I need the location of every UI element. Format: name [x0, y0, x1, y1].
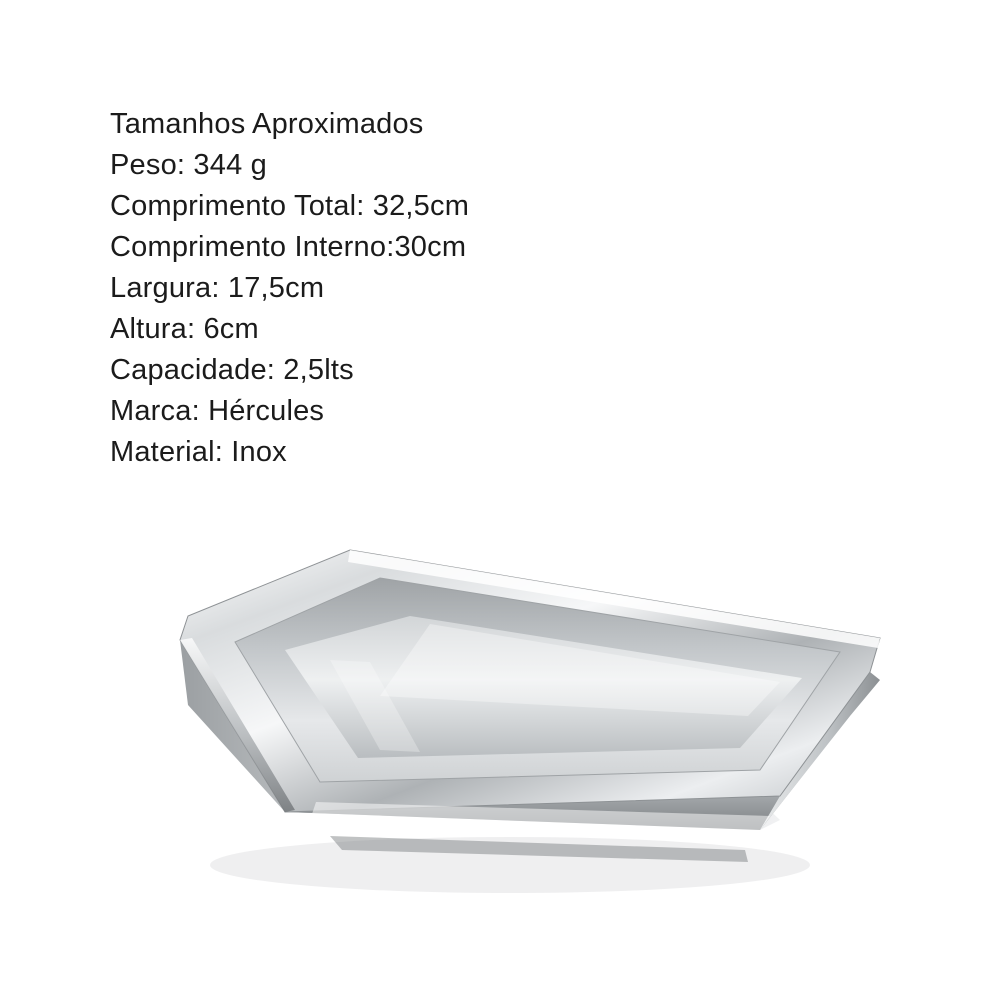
- spec-comprimento-total: Comprimento Total: 32,5cm: [110, 190, 470, 222]
- spec-capacidade: Capacidade: 2,5lts: [110, 354, 354, 386]
- specifications-block: [110, 104, 750, 473]
- spec-material: Material: Inox: [110, 436, 287, 468]
- spec-peso: Peso: 344 g: [110, 149, 267, 181]
- spec-largura: Largura: 17,5cm: [110, 272, 325, 304]
- stainless-steel-pan-illustration: [80, 520, 930, 940]
- product-photo: [80, 520, 930, 940]
- spec-comprimento-interno: Comprimento Interno:30cm: [110, 231, 467, 263]
- spec-marca: Marca: Hércules: [110, 395, 325, 427]
- spec-altura: Altura: 6cm: [110, 313, 259, 345]
- spec-title: Tamanhos Aproximados: [110, 108, 424, 140]
